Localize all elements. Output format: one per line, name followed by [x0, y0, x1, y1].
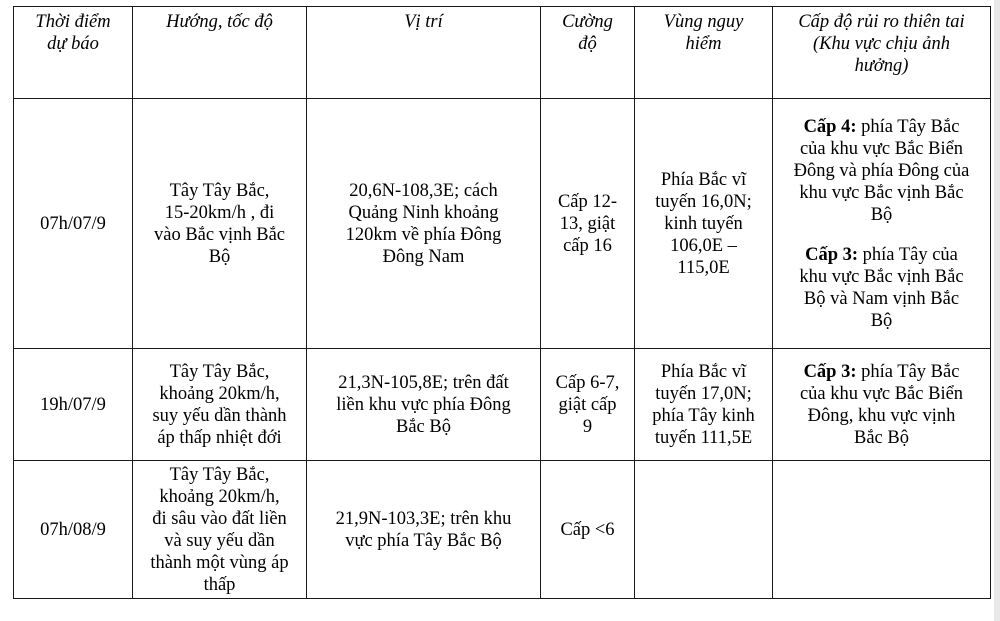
table-row	[14, 99, 991, 349]
risk-level-label: Cấp 3:	[803, 361, 857, 382]
cell-position: 20,6N-108,3E; cách Quảng Ninh khoảng 120km về phía Đông Đông Nam	[307, 99, 541, 349]
header-direction-speed: Hướng, tốc độ	[133, 7, 307, 99]
header-position: Vị trí	[307, 7, 541, 99]
table-row	[14, 461, 991, 599]
risk-entry	[777, 244, 986, 332]
cell-danger-zone	[635, 461, 773, 599]
cell-time: 07h/07/9	[14, 99, 133, 349]
risk-entry	[777, 361, 986, 449]
cell-direction: Tây Tây Bắc, 15-20km/h , đi vào Bắc vịnh Bắc Bộ	[133, 99, 307, 349]
risk-description: phía Tây của khu vực Bắc vịnh Bắc Bộ và Nam vịnh Bắc Bộ	[799, 244, 964, 331]
cell-risk	[773, 461, 991, 599]
header-danger-zone: Vùng nguy hiểm	[635, 7, 773, 99]
cell-time: 07h/08/9	[14, 461, 133, 599]
cell-time: 19h/07/9	[14, 349, 133, 461]
cell-risk	[773, 99, 991, 349]
risk-level-label: Cấp 3:	[805, 244, 859, 265]
risk-level-label: Cấp 4:	[803, 116, 857, 137]
table-header-row	[14, 7, 991, 99]
cell-intensity: Cấp <6	[541, 461, 635, 599]
header-intensity: Cường độ	[541, 7, 635, 99]
cell-danger-zone: Phía Bắc vĩ tuyến 17,0N; phía Tây kinh tuyến 111,5E	[635, 349, 773, 461]
cell-intensity: Cấp 12- 13, giật cấp 16	[541, 99, 635, 349]
risk-entry	[777, 116, 986, 226]
storm-forecast-table	[13, 6, 991, 599]
cell-danger-zone: Phía Bắc vĩ tuyến 16,0N; kinh tuyến 106,0E – 115,0E	[635, 99, 773, 349]
risk-description: phía Tây Bắc của khu vực Bắc Biển Đông, khu vực vịnh Bắc Bộ	[799, 361, 964, 448]
risk-spacer	[777, 226, 986, 244]
header-forecast-time: Thời điểm dự báo	[14, 7, 133, 99]
risk-description: phía Tây Bắc của khu vực Bắc Biển Đông và phía Đông của khu vực Bắc vịnh Bắc Bộ	[793, 116, 970, 225]
page-edge	[994, 0, 1000, 621]
cell-position: 21,3N-105,8E; trên đất liền khu vực phía Đông Bắc Bộ	[307, 349, 541, 461]
cell-direction: Tây Tây Bắc, khoảng 20km/h, suy yếu dần thành áp thấp nhiệt đới	[133, 349, 307, 461]
cell-position: 21,9N-103,3E; trên khu vực phía Tây Bắc Bộ	[307, 461, 541, 599]
cell-risk	[773, 349, 991, 461]
header-disaster-risk-level: Cấp độ rủi ro thiên tai (Khu vực chịu ảnh hưởng)	[773, 7, 991, 99]
table-row	[14, 349, 991, 461]
cell-intensity: Cấp 6-7, giật cấp 9	[541, 349, 635, 461]
cell-direction: Tây Tây Bắc, khoảng 20km/h, đi sâu vào đất liền và suy yếu dần thành một vùng áp thấp	[133, 461, 307, 599]
